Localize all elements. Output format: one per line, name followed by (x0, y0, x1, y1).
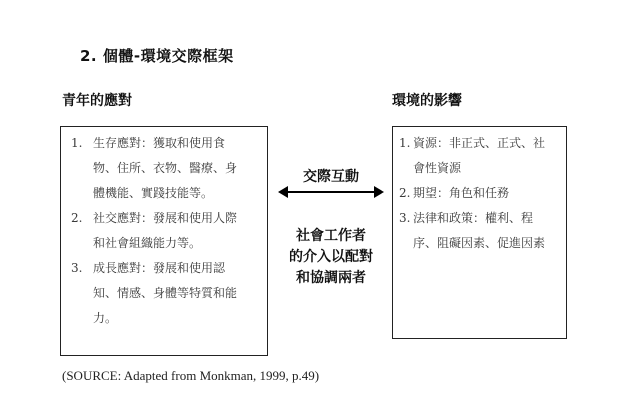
item-line: 期望：角色和任務 (413, 186, 510, 200)
item-line: 成長應對：發展和使用認 (93, 261, 226, 275)
list-item (71, 256, 261, 331)
list-item (71, 131, 261, 206)
item-line: 法律和政策：權利、程 (413, 211, 534, 225)
right-column-title: 環境的影響 (392, 93, 462, 109)
item-line: 知、情感、身體等特質和能 (93, 286, 238, 300)
list-item (71, 206, 261, 256)
youth-coping-box (60, 126, 268, 356)
item-number: 3. (71, 261, 83, 275)
item-line: 會性資源 (413, 161, 462, 175)
item-number: 1. (399, 136, 411, 150)
item-line: 和社會組織能力等。 (93, 236, 202, 250)
item-line: 社交應對：發展和使用人際 (93, 211, 238, 225)
intervention-line: 社會工作者 (296, 228, 366, 244)
list-item (399, 206, 564, 256)
item-number: 2. (399, 186, 411, 200)
double-arrow-icon (278, 185, 384, 199)
intervention-line: 的介入以配對 (289, 249, 373, 265)
item-line: 體機能、實踐技能等。 (93, 186, 214, 200)
social-worker-intervention (270, 226, 392, 289)
intervention-line: 和協調兩者 (296, 270, 366, 286)
item-number: 1. (71, 136, 83, 150)
item-number: 3. (399, 211, 411, 225)
environment-influence-box (392, 126, 567, 339)
item-number: 2. (71, 211, 83, 225)
left-column-title: 青年的應對 (62, 93, 132, 109)
item-line: 物、住所、衣物、醫療、身 (93, 161, 238, 175)
list-item (399, 181, 564, 206)
page-title: 2. 個體-環境交際框架 (80, 47, 234, 65)
list-item (399, 131, 564, 181)
source-citation: (SOURCE: Adapted from Monkman, 1999, p.49) (62, 368, 320, 383)
item-line: 生存應對：獲取和使用食 (93, 136, 226, 150)
item-line: 序、阻礙因素、促進因素 (413, 236, 546, 250)
item-line: 力。 (93, 311, 118, 325)
interaction-label: 交際互動 (303, 169, 359, 185)
item-line: 資源：非正式、正式、社 (413, 136, 546, 150)
